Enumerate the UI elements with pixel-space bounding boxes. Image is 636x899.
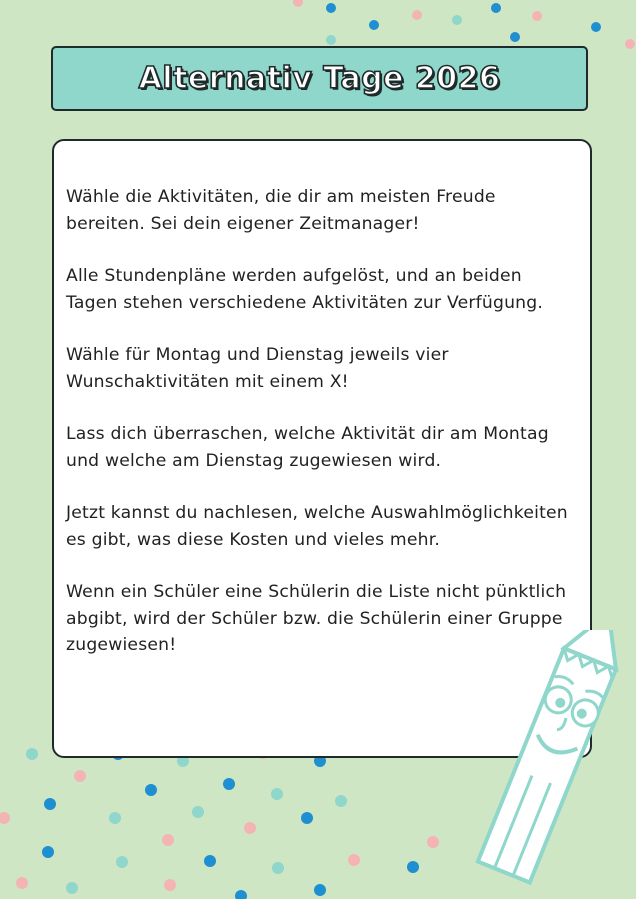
paragraph-surprise: Lass dich überraschen, welche Aktivität dir am Montag und welche am Dienstag zugewiesen wird. bbox=[66, 424, 549, 471]
paragraph-schedules: Alle Stundenpläne werden aufgelöst, und an beiden Tagen stehen verschiedene Aktivitäten zur Verfügung. bbox=[66, 266, 544, 313]
paragraph-read-more: Jetzt kannst du nachlesen, welche Auswahlmöglichkeiten es gibt, was diese Kosten und vieles mehr. bbox=[66, 503, 568, 550]
page-title: Alternativ Tage 2026 bbox=[138, 61, 501, 96]
pencil-character-illustration bbox=[455, 630, 636, 899]
paragraph-choose: Wähle für Montag und Dienstag jeweils vier Wunschaktivitäten mit einem X! bbox=[66, 345, 449, 392]
paragraph-intro: Wähle die Aktivitäten, die dir am meisten Freude bereiten. Sei dein eigener Zeitmanager! bbox=[66, 187, 496, 234]
title-banner bbox=[51, 46, 588, 111]
paragraph-deadline: Wenn ein Schüler eine Schülerin die Liste nicht pünktlich abgibt, wird der Schüler bzw. die Schülerin einer Gruppe zugewiesen! bbox=[66, 582, 567, 655]
